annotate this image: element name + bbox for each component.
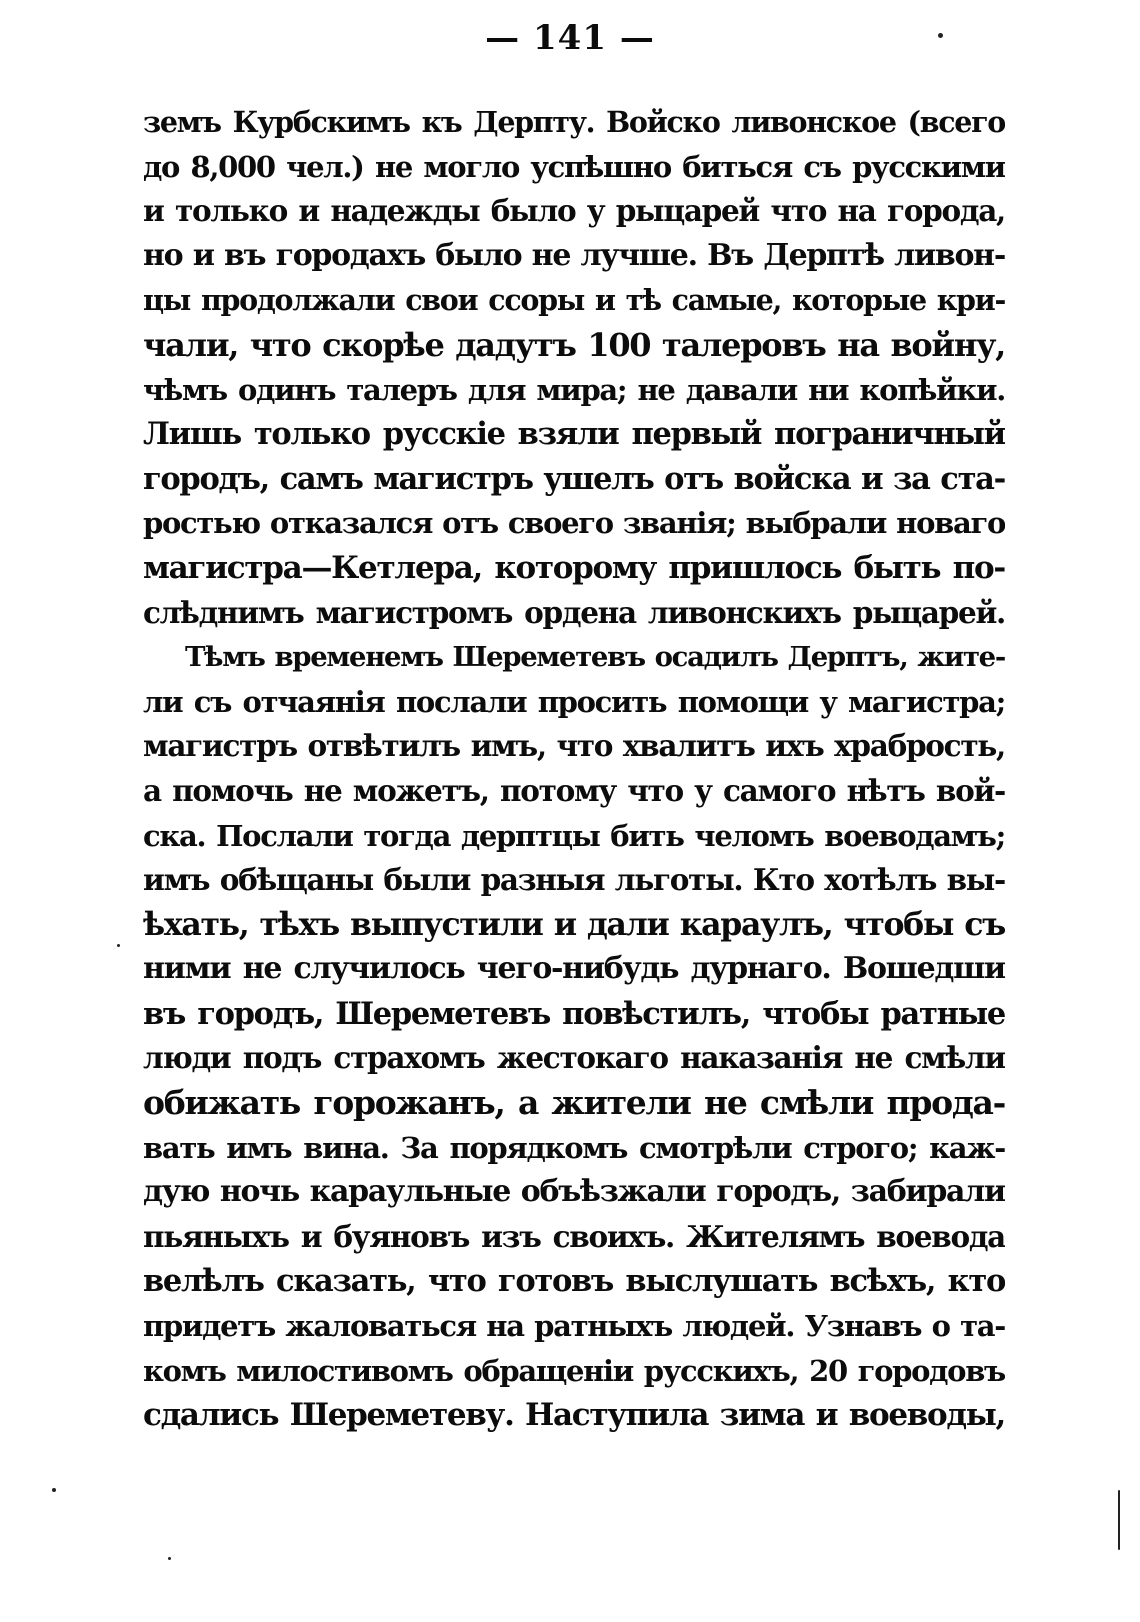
text-line: но и въ городахъ было не лучше. Въ Дерптѣ ливон-	[143, 237, 1005, 273]
text-line: магистръ отвѣтилъ имъ, что хвалитъ ихъ храбрость,	[143, 728, 1005, 764]
text-line: слѣднимъ магистромъ ордена ливонскихъ рыцарей.	[143, 594, 1005, 630]
scan-speck	[938, 33, 943, 38]
text-line: ростью отказался отъ своего званія; выбрали новаго	[143, 506, 1005, 541]
text-line: имъ обѣщаны были разныя льготы. Кто хотѣлъ вы-	[143, 862, 1005, 898]
text-line: магистра—Кетлера, которому пришлось быть по-	[143, 549, 1005, 586]
text-line: придетъ жаловаться на ратныхъ людей. Узнавъ о та-	[143, 1309, 1005, 1344]
scan-speck	[168, 1557, 171, 1560]
text-line: ѣхать, тѣхъ выпустили и дали караулъ, чтобы съ	[143, 905, 1005, 943]
text-line: а помочь не можетъ, потому что у самого нѣтъ вой-	[143, 772, 1005, 808]
text-line: Лишь только русскіе взяли первый пограничный	[143, 416, 1005, 453]
text-line: обижать горожанъ, а жители не смѣли прода-	[143, 1083, 1005, 1123]
text-line: вать имъ вина. За порядкомъ смотрѣли строго; каж-	[143, 1130, 1005, 1165]
page-number: — 141 —	[485, 18, 655, 58]
text-line: до 8,000 чел.) не могло успѣшно биться съ русскими	[143, 149, 1005, 184]
scan-speck	[1118, 1490, 1120, 1550]
text-line: городъ, самъ магистръ ушелъ отъ войска и за ста-	[143, 460, 1005, 497]
text-line: дую ночь караульные объѣзжали городъ, забирали	[143, 1174, 1005, 1210]
text-line: ли съ отчаянія послали просить помощи у магистра;	[143, 684, 1005, 719]
text-line: люди подъ страхомъ жестокаго наказанія не смѣли	[143, 1040, 1005, 1076]
text-line: чѣмъ одинъ талеръ для мира; не давали ни копѣйки.	[143, 372, 1005, 407]
text-line: чали, что скорѣе дадутъ 100 талеровъ на войну,	[143, 325, 1005, 364]
scan-speck	[117, 944, 120, 947]
text-line: велѣлъ сказать, что готовъ выслушать всѣхъ, кто	[143, 1263, 1005, 1300]
text-line: цы продолжали свои ссоры и тѣ самые, которые кри-	[143, 283, 1005, 318]
text-line: сдались Шереметеву. Наступила зима и воеводы,	[143, 1397, 1005, 1434]
body-text	[143, 100, 1005, 1438]
text-line: ними не случилось чего-нибудь дурнаго. Вошедши	[143, 951, 1005, 987]
scan-speck	[52, 1488, 56, 1492]
text-line: въ городъ, Шереметевъ повѣстилъ, чтобы ратные	[143, 995, 1005, 1032]
text-line: пьяныхъ и буяновъ изъ своихъ. Жителямъ воевода	[143, 1218, 1005, 1254]
text-line: комъ милостивомъ обращеніи русскихъ, 20 городовъ	[143, 1353, 1005, 1388]
text-line: Тѣмъ временемъ Шереметевъ осадилъ Дерптъ, жите-	[185, 641, 1005, 674]
text-line: и только и надежды было у рыцарей что на города,	[143, 193, 1005, 229]
text-line: земъ Курбскимъ къ Дерпту. Войско ливонское (всего	[143, 105, 1005, 139]
text-line: ска. Послали тогда дерптцы бить челомъ воеводамъ;	[143, 818, 1005, 853]
